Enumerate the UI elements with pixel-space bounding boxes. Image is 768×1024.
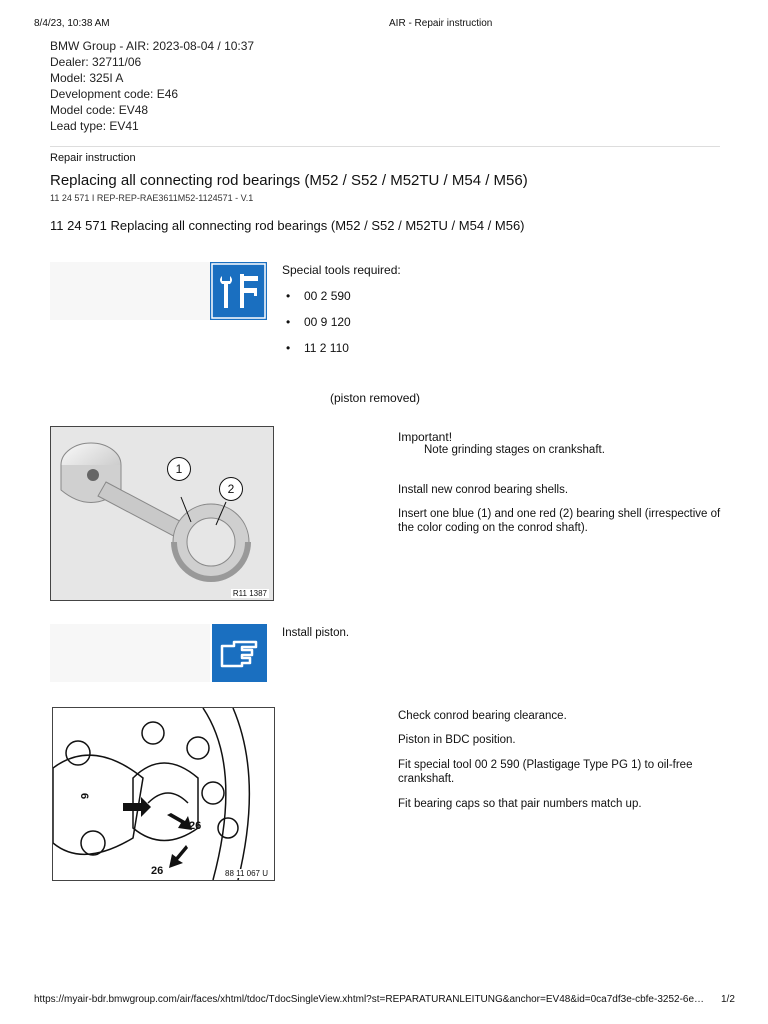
doc-type: Repair instruction [50,152,136,164]
doc-heading: 11 24 571 Replacing all connecting rod bearings (M52 / S52 / M52TU / M54 / M56) [50,218,525,233]
wrench-caliper-icon [210,262,267,320]
print-page-title: AIR - Repair instruction [389,18,493,29]
print-url: https://myair-bdr.bmwgroup.com/air/faces/xhtml/tdoc/TdocSingleView.xhtml?st=REPARATURANLEITUNG&anchor=EV48&id=0ca7df3e-cbfe-3252-6e… [34,994,705,1005]
divider [50,146,720,147]
meta-line: Model: 325I A [50,71,124,85]
tool-item: • 00 9 120 [282,314,351,340]
faint-band [50,624,210,682]
print-datetime: 8/4/23, 10:38 AM [34,18,110,29]
faint-band [50,262,210,320]
step3-line4: Fit bearing caps so that pair numbers match up. [398,798,642,810]
pair-number-bottom: 26 [151,865,164,877]
meta-line: BMW Group - AIR: 2023-08-04 / 10:37 [50,39,255,53]
meta-line: Development code: E46 [50,87,179,101]
meta-line: Lead type: EV41 [50,119,139,133]
important-text: Note grinding stages on crankshaft. [424,444,605,456]
pointing-hand-icon-graphic [212,624,267,682]
rod-label: 6 [78,792,91,800]
tool-item: • 00 2 590 [282,288,351,314]
special-tools-title: Special tools required: [282,263,401,277]
meta-block [50,38,254,134]
step3-line1: Check conrod bearing clearance. [398,710,567,722]
doc-id: 11 24 571 I REP-REP-RAE3611M52-1124571 - V.1 [50,193,254,203]
special-tools-list [282,288,351,366]
callout-2: 2 [219,477,243,501]
step1-line1: Install new conrod bearing shells. [398,484,569,496]
step1-line2: Insert one blue (1) and one red (2) bearing shell (irrespective of the color coding on the conrod shaft). [398,508,721,534]
step3-line3: Fit special tool 00 2 590 (Plastigage Type PG 1) to oil-free crankshaft. [398,759,693,785]
tool-item: • 11 2 110 [282,340,351,366]
wrench-caliper-icon-graphic [210,262,267,320]
print-page-number: 1/2 [721,994,735,1005]
meta-line: Model code: EV48 [50,103,149,117]
pointing-hand-icon [212,624,267,682]
install-piston-text: Install piston. [282,627,350,639]
conrod-illustration [51,427,273,600]
doc-title: Replacing all connecting rod bearings (M52 / S52 / M52TU / M54 / M56) [50,172,528,189]
callout-1: 1 [167,457,191,481]
meta-line: Dealer: 32711/06 [50,55,142,69]
bearing-caps-figure [52,707,275,881]
pair-number-top: 26 [189,820,202,832]
figure-code: 88 11 067 U [225,869,268,878]
conrod-bearing-figure [50,426,274,601]
piston-removed-note: (piston removed) [330,391,421,405]
step3-line2: Piston in BDC position. [398,734,516,746]
important-label: Important! [398,430,453,444]
figure-code: R11 1387 [232,589,267,598]
